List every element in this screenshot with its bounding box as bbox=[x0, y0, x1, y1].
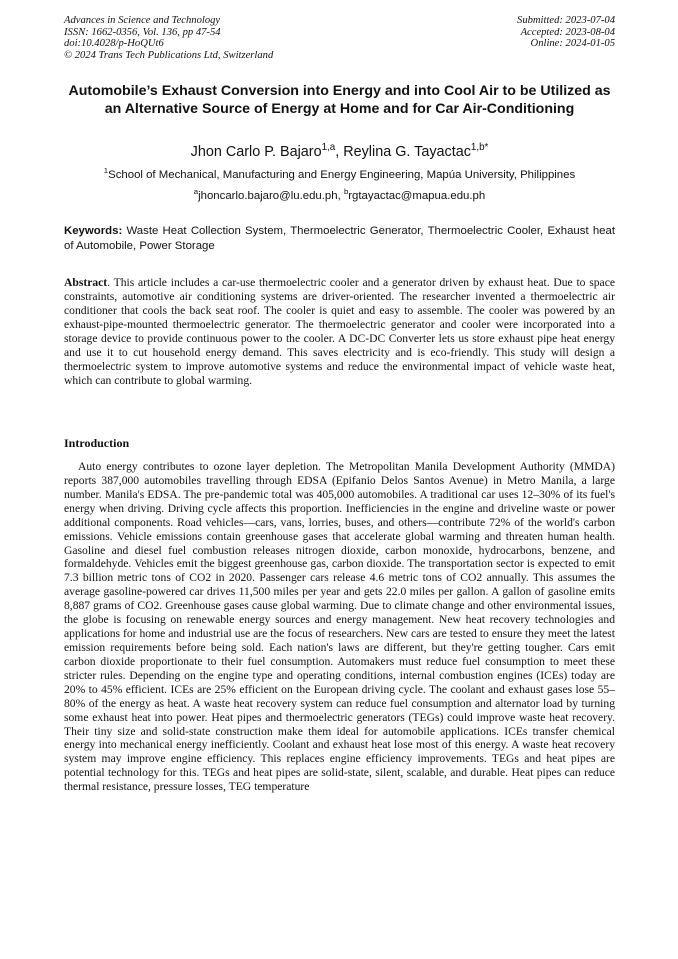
author-affiliation-mark: 1,a bbox=[321, 142, 336, 154]
email-separator: , bbox=[337, 190, 344, 202]
email-link[interactable]: jhoncarlo.bajaro@lu.edu.ph bbox=[198, 190, 338, 202]
author-name: Jhon Carlo P. Bajaro bbox=[190, 144, 322, 160]
abstract-label: Abstract bbox=[64, 276, 108, 289]
affiliation-mark: 1 bbox=[103, 166, 109, 176]
introduction-paragraph: Auto energy contributes to ozone layer depletion. The Metropolitan Manila Development Authority (MMDA) reports 387,000 automobiles travelling through EDSA (Epifanio Delos Santos Avenue) in Metro Manila, a large number. Manila's EDSA. The pre-pandemic total was 405,000 automobiles. A traditional car uses 12–30% of its fuel's energy when driving. Driving cycle affects this proportion. Inefficiencies in the engine and driveline waste or power additional components. Road vehicles—cars, vans, lorries, buses, and others—contribute 72% of the world's carbon emissions. Vehicle emissions contain greenhouse gases that accelerate global warming and threaten human health. Gasoline and diesel fuel combustion releases nitrogen dioxide, carbon monoxide, hydrocarbons, benzene, and formaldehyde. Vehicles emit the biggest greenhouse gas, carbon dioxide. The transportation sector is expected to emit 7.3 billion metric tons of CO2 in 2020. Passenger cars release 4.6 metric tons of CO2 annually. This assumes the average gasoline-powered car drives 11,500 miles per year and gets 22.0 miles per gallon. A gallon of gasoline emits 8,887 grams of CO2. Greenhouse gases cause global warming. Due to climate change and other environmental issues, the globe is focusing on renewable energy sources and energy management. New heat recovery technologies and applications for home and industrial use are the focus of researchers. New cars are tested to ensure they meet the latest emission requirements before being sold. Each nation's laws are different, but they're getting tougher. Cars emit carbon dioxide proportionate to their fuel consumption. Automakers must reduce fuel consumption to meet these stricter rules. Depending on the engine type and operating conditions, internal combustion engines (ICEs) today are 20% to 45% efficient. ICEs are 25% efficient on the European driving cycle. The coolant and exhaust gases lose 55–80% of the energy as heat. A waste heat recovery system can reduce fuel consumption and alternator load by turning some exhaust heat into power. Heat pipes and thermoelectric generators (TEGs) could improve waste heat recovery. Their tiny size and solid-state construction make them ideal for automobile applications. ICEs transfer chemical energy into mechanical energy inefficiently. Coolant and exhaust heat lose most of this energy. A waste heat recovery system may improve engine efficiency. This replaces engine efficiency improvements. TEGs and heat pipes are potential technology for this. TEGs and heat pipes are solid-state, silent, scalable, and durable. Heat pipes can reduce thermal resistance, pressure losses, TEG temperature bbox=[64, 460, 615, 794]
abstract-text: . This article includes a car-use thermoelectric cooler and a generator driven by exhaust heat. Due to space constraints, automotive air conditioning systems are driver-oriented. The researcher invented a thermoelectric air conditioner that cools the back seat roof. The cooler is quiet and easy to assemble. The cooler was powered by an exhaust-pipe-mounted thermoelectric generator. The thermoelectric generator and cooler were incorporated into a storage device to provide continuous power to the cooler. A DC-DC Converter lets us store exhaust pipe heat energy and use it to cut household energy demand. This saves electricity and is eco-friendly. This study will design a thermoelectric system to improve automotive systems and reduce the environmental impact of vehicle waste heat, which can contribute to global warming. bbox=[64, 276, 615, 387]
author-separator: , bbox=[335, 144, 344, 160]
author-emails bbox=[64, 189, 615, 203]
submitted-date: Submitted: 2023-07-04 bbox=[517, 15, 615, 26]
author-affiliation-mark: 1,b* bbox=[470, 142, 489, 154]
affiliation bbox=[64, 168, 615, 182]
paper-title: Automobile’s Exhaust Conversion into Energy and into Cool Air to be Utilized as an Alternative Source of Energy at Home and for Car Air-Conditioning bbox=[68, 83, 611, 118]
online-date: Online: 2024-01-05 bbox=[530, 38, 615, 50]
journal-name: Advances in Science and Technology bbox=[64, 15, 221, 26]
email-mark: a bbox=[193, 187, 199, 197]
abstract-section bbox=[64, 276, 615, 388]
copyright: © 2024 Trans Tech Publications Ltd, Switzerland bbox=[64, 49, 274, 61]
issn-volume: ISSN: 1662-0356, Vol. 136, pp 47-54 bbox=[64, 26, 221, 38]
author-name: Reylina G. Tayactac bbox=[343, 144, 471, 160]
keywords-section bbox=[64, 224, 615, 253]
doi[interactable]: doi:10.4028/p-HoQUt6 bbox=[64, 38, 164, 50]
journal-info bbox=[64, 15, 273, 61]
author-list bbox=[64, 143, 615, 161]
affiliation-text: School of Mechanical, Manufacturing and Energy Engineering, Mapúa University, Philippines bbox=[108, 169, 576, 181]
publication-dates bbox=[517, 15, 615, 50]
email-mark: b bbox=[343, 187, 349, 197]
accepted-date: Accepted: 2023-08-04 bbox=[520, 26, 615, 38]
keywords-label: Keywords: bbox=[64, 225, 123, 237]
email-link[interactable]: rgtayactac@mapua.edu.ph bbox=[348, 190, 486, 202]
keywords-text: Waste Heat Collection System, Thermoelectric Generator, Thermoelectric Cooler, Exhaust heat of Automobile, Power Storage bbox=[64, 225, 615, 252]
section-heading: Introduction bbox=[64, 436, 130, 450]
